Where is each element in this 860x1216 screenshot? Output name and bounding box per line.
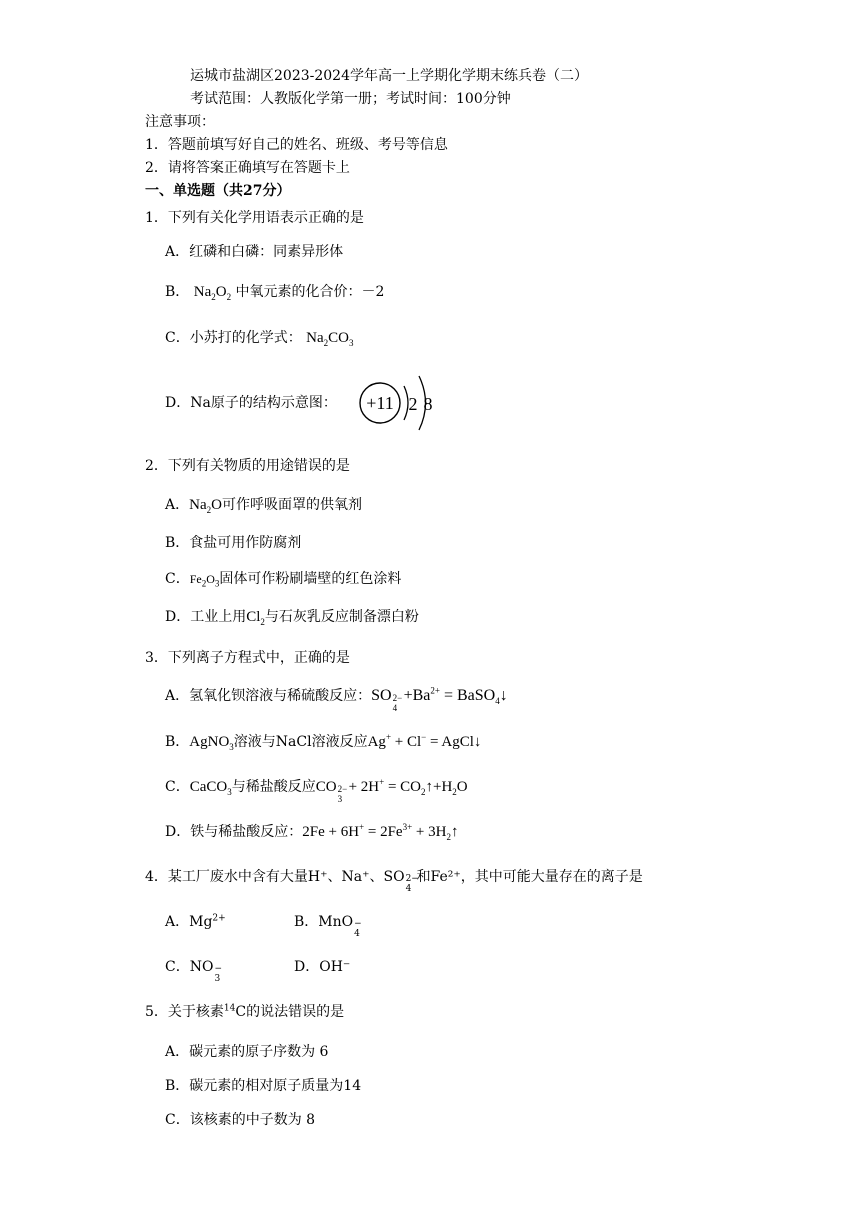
q3-option-a: A．氢氧化钡溶液与稀硫酸反应：SO 2− 4 $+Ba^{2+}$ = BaSO$_4$↓ <box>165 685 508 713</box>
na2co3-formula: $Na_2CO_3$ <box>306 330 354 348</box>
q4-option-d: D．OH⁻ <box>294 959 351 975</box>
q3-option-b: B．AgNO$_3$溶液与NaCl溶液反应Ag+ + Cl− = AgCl↓ <box>165 732 482 752</box>
q5-option-a: A．碳元素的原子序数为 6 <box>165 1044 329 1060</box>
exam-scope: 考试范围：人教版化学第一册；考试时间：100分钟 <box>190 91 511 107</box>
notice-item-2: 2．请将答案正确填写在答题卡上 <box>145 160 350 176</box>
q3-equation-c: CO 2− 3 + $2H^+ = CO_2↑+H_2O$ <box>315 777 468 804</box>
exam-title: 运城市盐湖区2023-2024学年高一上学期化学期末练兵卷（二） <box>190 68 588 84</box>
q2-option-c: C．$Fe_2O_3$固体可作粉刷墙壁的红色涂料 <box>165 571 402 589</box>
question-2-stem: 2．下列有关物质的用途错误的是 <box>145 458 350 474</box>
notice-label: 注意事项： <box>145 114 215 130</box>
na2o-formula: $Na_2O$ <box>189 497 222 515</box>
q3-equation-a: SO 2− 4 $+Ba^{2+}$ = BaSO$_4$↓ <box>371 685 508 713</box>
shell-2-count: 8 <box>423 394 433 414</box>
q1-option-a: A．红磷和白磷：同素异形体 <box>165 244 344 260</box>
cl2-formula: $Cl_2$ <box>246 609 265 627</box>
q3-option-c: C．CaCO$_3$与稀盐酸反应CO 2− 3 + $2H^+ = CO_2↑+H_2O$ <box>165 777 468 804</box>
section-title: 一、单选题（共27分） <box>145 183 291 199</box>
fe2o3-formula: $Fe_2O_3$ <box>189 572 220 589</box>
q1-option-c: C．小苏打的化学式： $Na_2CO_3$ <box>165 330 354 348</box>
na2o2-formula: $Na_2O_2$ <box>193 284 232 302</box>
q3-equation-d: $2Fe + 6H^+ = 2Fe^{3+}$ + $3H_2↑$ <box>302 822 459 842</box>
q4-option-a: A．$Mg^{2+}$ <box>165 913 226 930</box>
sodium-atom-diagram <box>356 374 446 434</box>
electron-shell-1-arc <box>404 386 408 420</box>
q2-option-b: B．食盐可用作防腐剂 <box>165 535 302 551</box>
question-1-stem: 1．下列有关化学用语表示正确的是 <box>145 210 364 226</box>
notice-item-1: 1．答题前填写好自己的姓名、班级、考号等信息 <box>145 137 448 153</box>
q3-option-d: D．铁与稀盐酸反应：$2Fe + 6H^+ = 2Fe^{3+}$ + $3H_2↑$ <box>165 822 459 842</box>
q5-option-b: B．碳元素的相对原子质量为14 <box>165 1078 362 1094</box>
caco3-formula: CaCO$_3$ <box>189 779 232 797</box>
nucleus-charge-label: +11 <box>366 393 394 413</box>
q2-option-d: D．工业上用$Cl_2$与石灰乳反应制备漂白粉 <box>165 609 419 627</box>
q4-option-c: C．NO − 3 <box>165 959 222 984</box>
agno3-formula: AgNO$_3$ <box>189 734 234 752</box>
question-5-stem: 5．关于核素$^{14}$C的说法错误的是 <box>145 1003 345 1020</box>
question-4-stem: 4．某工厂废水中含有大量H⁺、Na⁺、SO 2− 4 和Fe²⁺，其中可能大量存在的离子是 <box>145 869 643 894</box>
q3-equation-b: Ag+ + Cl− = AgCl↓ <box>367 732 482 750</box>
q1-option-b: B． $Na_2O_2$ 中氧元素的化合价：－2 <box>165 284 385 302</box>
q2-option-a: A．$Na_2O$可作呼吸面罩的供氧剂 <box>165 497 362 515</box>
shell-1-count: 2 <box>408 394 418 414</box>
q5-option-c: C．该核素的中子数为 8 <box>165 1112 316 1128</box>
q4-option-b: B．MnO − 4 <box>294 914 362 939</box>
q1-option-d: D．Na原子的结构示意图： <box>165 395 337 411</box>
question-3-stem: 3．下列离子方程式中，正确的是 <box>145 650 350 666</box>
